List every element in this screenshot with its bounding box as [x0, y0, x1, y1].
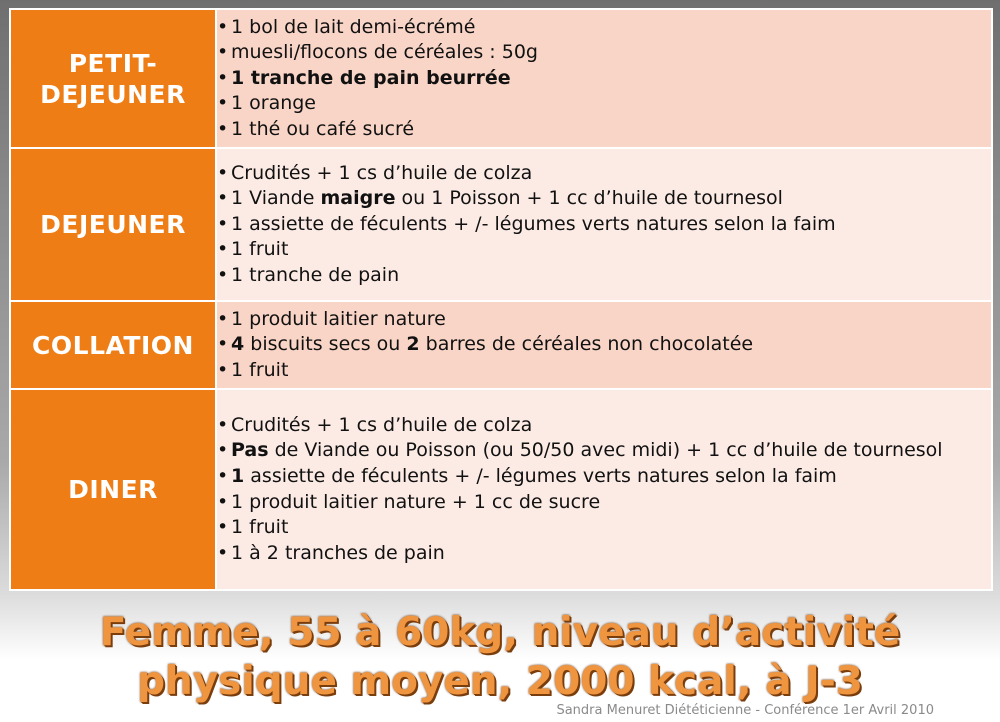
bullet-icon: • [217, 66, 229, 89]
item-text: 1 à 2 tranches de pain [231, 541, 445, 564]
meal-row [10, 389, 992, 590]
emphasis-text: maigre [320, 187, 396, 210]
bullet-icon: • [217, 541, 229, 564]
emphasis-text: 2 [406, 333, 420, 356]
item-text: 1 fruit [231, 238, 289, 261]
item-text: muesli/flocons de céréales : 50g [231, 41, 538, 64]
emphasis-text: 1 [231, 464, 245, 487]
bullet-icon: • [217, 92, 229, 115]
meal-items [216, 148, 992, 301]
meal-plan-body [10, 9, 992, 590]
item-text: 1 tranche de pain [231, 263, 400, 286]
item-text: ou 1 Poisson + 1 cc d’huile de tournesol [395, 187, 783, 210]
bullet-icon: • [217, 333, 229, 356]
item-text: 1 thé ou café sucré [231, 117, 415, 140]
meal-title [10, 301, 216, 389]
item-text: 1 produit laitier nature [231, 307, 446, 330]
meal-items [216, 389, 992, 590]
bullet-icon: • [217, 238, 229, 261]
item-text: Crudités + 1 cs d’huile de colza [231, 161, 533, 184]
item-text: barres de céréales non chocolatée [419, 333, 754, 356]
item-text: 1 produit laitier nature + 1 cc de sucre [231, 490, 601, 513]
item-text: 1 fruit [231, 358, 289, 381]
list-item [217, 464, 991, 490]
bullet-icon: • [217, 212, 229, 235]
list-item [217, 161, 991, 187]
bullet-icon: • [217, 516, 229, 539]
bullet-icon: • [217, 490, 229, 513]
bullet-icon: • [217, 464, 229, 487]
bullet-icon: • [217, 358, 229, 381]
list-item [217, 490, 991, 516]
headline [0, 608, 1000, 706]
item-text: de Viande ou Poisson (ou 50/50 avec midi) + 1 cc d’huile de tournesol [268, 439, 943, 462]
list-item [217, 186, 991, 212]
meal-title [10, 9, 216, 148]
item-text: 1 fruit [231, 516, 289, 539]
list-item [217, 212, 991, 238]
list-item [217, 541, 991, 567]
meal-row [10, 9, 992, 148]
list-item [217, 237, 991, 263]
bullet-icon: • [217, 187, 229, 210]
list-item [217, 15, 991, 41]
item-text: 1 bol de lait demi-écrémé [231, 15, 476, 38]
meal-title-line: PETIT- [68, 48, 158, 78]
meal-title [10, 148, 216, 301]
bullet-icon: • [217, 413, 229, 436]
item-text: 1 assiette de féculents + /- légumes verts natures selon la faim [231, 212, 836, 235]
meal-items [216, 9, 992, 148]
emphasis-text: Pas [231, 439, 269, 462]
meal-title-line: DEJEUNER [40, 79, 186, 109]
item-text: biscuits secs ou [244, 333, 407, 356]
list-item [217, 91, 991, 117]
meal-title-line: DINER [68, 475, 158, 504]
bullet-icon: • [217, 439, 229, 462]
meal-title-line: COLLATION [32, 330, 194, 360]
headline-line-1: Femme, 55 à 60kg, niveau d’activité [99, 610, 901, 655]
item-text: assiette de féculents + /- légumes verts natures selon la faim [244, 464, 837, 487]
item-text: 1 orange [231, 92, 316, 115]
bullet-icon: • [217, 41, 229, 64]
bullet-icon: • [217, 307, 229, 330]
bullet-icon: • [217, 263, 229, 286]
footer-credit: Sandra Menuret Diététicienne - Conférence 1er Avril 2010 [556, 703, 934, 718]
bullet-icon: • [217, 161, 229, 184]
list-item [217, 358, 991, 384]
headline-line-2: physique moyen, 2000 kcal, à J-3 [137, 659, 863, 704]
list-item [217, 66, 991, 92]
list-item [217, 263, 991, 289]
list-item [217, 515, 991, 541]
bullet-icon: • [217, 15, 229, 38]
list-item [217, 307, 991, 333]
meal-title-line: DEJEUNER [40, 210, 186, 239]
emphasis-text: 1 tranche de pain beurrée [231, 66, 511, 89]
item-text: Crudités + 1 cs d’huile de colza [231, 413, 533, 436]
meal-items [216, 301, 992, 389]
bullet-icon: • [217, 117, 229, 140]
meal-plan-table [9, 8, 993, 591]
meal-row [10, 301, 992, 389]
list-item [217, 438, 991, 464]
list-item [217, 40, 991, 66]
meal-title [10, 389, 216, 590]
item-text: 1 Viande [231, 187, 321, 210]
emphasis-text: 4 [231, 333, 245, 356]
meal-row [10, 148, 992, 301]
list-item [217, 117, 991, 143]
list-item [217, 413, 991, 439]
list-item [217, 332, 991, 358]
